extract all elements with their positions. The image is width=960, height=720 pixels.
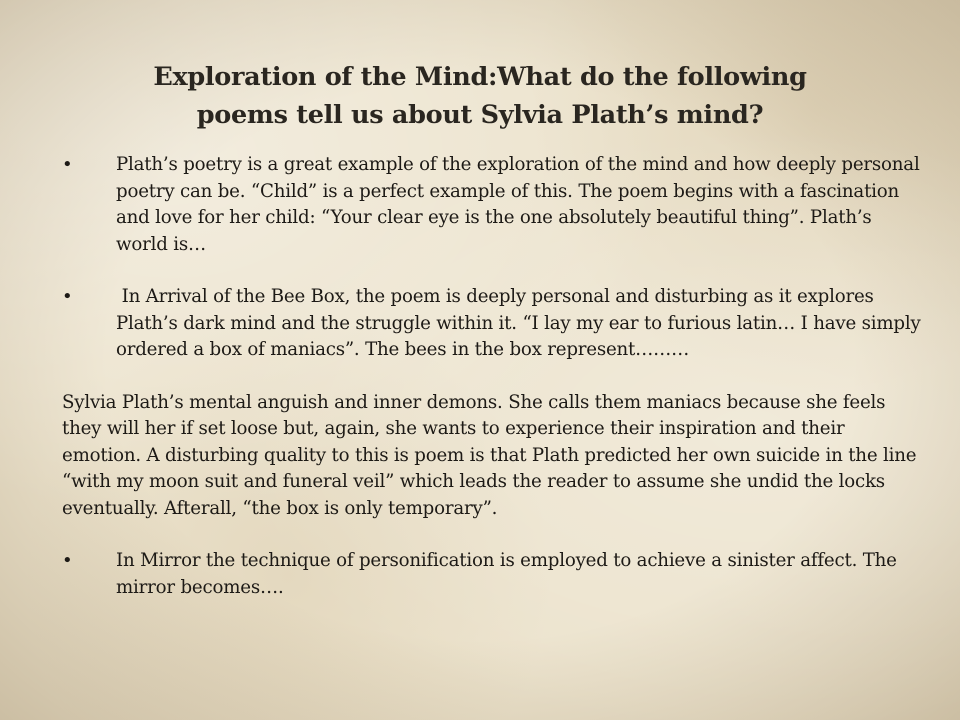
- bullet-mirror: [62, 548, 922, 601]
- bullet-bee-box-text: In Arrival of the Bee Box, the poem is deeply personal and disturbing as it explores Plath’s dark mind and the struggle within it. “I lay my ear to furious latin… I have simply ordered a box of maniacs”. The bees in the box represent………: [116, 286, 927, 360]
- bullet-bee-box: [62, 284, 927, 364]
- bullet-marker: •: [62, 286, 73, 307]
- slide-title: [60, 58, 900, 134]
- bullet-child: [62, 152, 922, 258]
- bullet-marker: •: [62, 550, 73, 571]
- bullet-child-text: Plath’s poetry is a great example of the exploration of the mind and how deeply personal poetry can be. “Child” is a perfect example of this. The poem begins with a fascination and love for her child: “Your clear eye is the one absolutely beautiful thing”. Plath’s world is…: [116, 154, 920, 255]
- slide-title-line-2: poems tell us about Sylvia Plath’s mind?: [196, 100, 764, 130]
- bullet-mirror-text: In Mirror the technique of personification is employed to achieve a sinister affect. The mirror becomes….: [116, 550, 897, 598]
- slide-body: [62, 152, 927, 601]
- slide-title-line-1: Exploration of the Mind:What do the following: [153, 62, 807, 92]
- body-paragraph: Sylvia Plath’s mental anguish and inner demons. She calls them maniacs because she feels they will her if set loose but, again, she wants to experience their inspiration and their emotion. A disturbing quality to this is poem is that Plath predicted her own suicide in the line “with my moon suit and funeral veil” which leads the reader to assume she undid the locks eventually. Afterall, “the box is only temporary”.: [62, 391, 917, 519]
- bullet-marker: •: [62, 154, 73, 175]
